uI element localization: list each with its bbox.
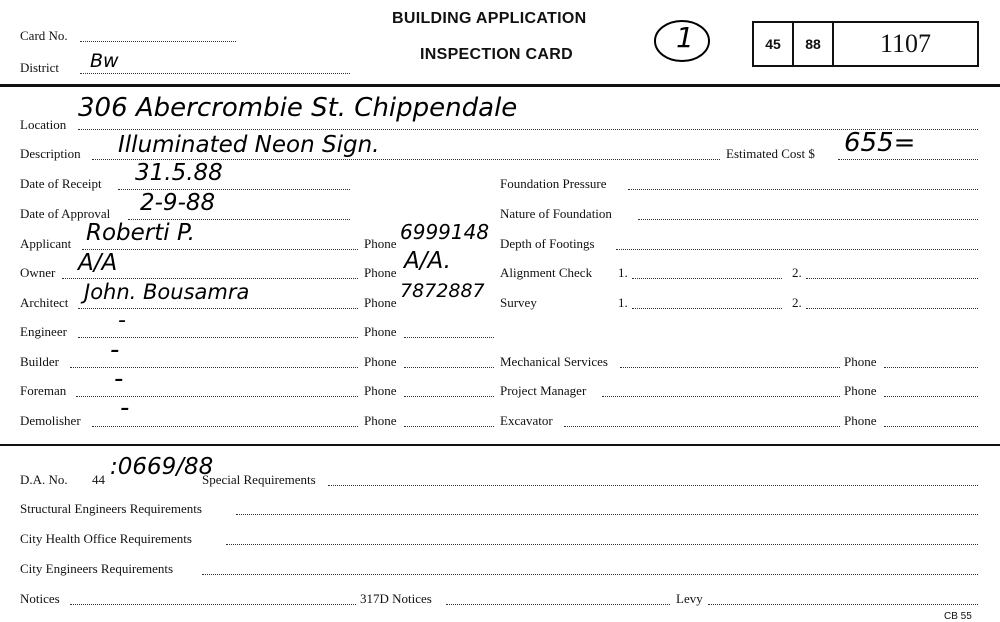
foundation-pressure-field[interactable] bbox=[628, 188, 978, 190]
date-approval-label: Date of Approval bbox=[20, 206, 111, 221]
project-manager-phone-label: Phone bbox=[844, 383, 877, 398]
depth-footings-label: Depth of Footings bbox=[500, 236, 595, 251]
mechanical-phone-field[interactable] bbox=[884, 366, 978, 368]
architect-phone-label: Phone bbox=[364, 295, 397, 310]
city-engineers-field[interactable] bbox=[202, 573, 978, 575]
da-value: :0669/88 bbox=[110, 454, 214, 480]
excavator-label: Excavator bbox=[500, 413, 553, 428]
foreman-phone-field[interactable] bbox=[404, 395, 494, 397]
architect-value: John. Bousamra bbox=[84, 280, 250, 304]
survey-num-2: 2. bbox=[792, 295, 802, 310]
alignment-check-label: Alignment Check bbox=[500, 265, 593, 280]
district-field[interactable] bbox=[80, 72, 350, 74]
mechanical-label: Mechanical Services bbox=[500, 354, 608, 369]
structural-label: Structural Engineers Requirements bbox=[20, 501, 202, 516]
survey-field-1[interactable] bbox=[632, 307, 782, 309]
levy-label: Levy bbox=[676, 591, 703, 606]
engineer-phone-label: Phone bbox=[364, 324, 397, 339]
district-value: Bw bbox=[90, 50, 119, 72]
city-engineers-label: City Engineers Requirements bbox=[20, 561, 174, 576]
date-receipt-label: Date of Receipt bbox=[20, 176, 102, 191]
builder-phone-label: Phone bbox=[364, 354, 397, 369]
builder-phone-field[interactable] bbox=[404, 366, 494, 368]
owner-phone-value: A/A. bbox=[404, 248, 451, 274]
card-no-field[interactable] bbox=[80, 40, 236, 42]
location-value: 306 Abercrombie St. Chippendale bbox=[78, 93, 518, 123]
structural-field[interactable] bbox=[236, 513, 978, 515]
foreman-phone-label: Phone bbox=[364, 383, 397, 398]
engineer-field[interactable] bbox=[78, 336, 358, 338]
levy-field[interactable] bbox=[708, 603, 978, 605]
special-requirements-label: Special Requirements bbox=[202, 472, 316, 487]
district-label: District bbox=[20, 60, 59, 75]
nature-foundation-label: Nature of Foundation bbox=[500, 206, 612, 221]
main-divider bbox=[0, 444, 1000, 446]
circled-number: 1 bbox=[676, 21, 694, 54]
applicant-phone-label: Phone bbox=[364, 236, 397, 251]
owner-phone-label: Phone bbox=[364, 265, 397, 280]
alignment-check-field-1[interactable] bbox=[632, 277, 782, 279]
notices-label: Notices bbox=[20, 591, 60, 606]
card-no-label: Card No. bbox=[20, 28, 68, 43]
architect-label: Architect bbox=[20, 295, 69, 310]
applicant-field[interactable] bbox=[82, 248, 358, 250]
mechanical-field[interactable] bbox=[620, 366, 840, 368]
alignment-check-field-2[interactable] bbox=[806, 277, 978, 279]
location-label: Location bbox=[20, 117, 67, 132]
project-manager-phone-field[interactable] bbox=[884, 395, 978, 397]
excavator-phone-label: Phone bbox=[844, 413, 877, 428]
card-box-3: 1107 bbox=[832, 21, 979, 67]
form-code: CB 55 bbox=[944, 611, 972, 622]
project-manager-label: Project Manager bbox=[500, 383, 587, 398]
demolisher-phone-label: Phone bbox=[364, 413, 397, 428]
header-divider bbox=[0, 84, 1000, 87]
card-box-2: 88 bbox=[792, 21, 834, 67]
depth-footings-field[interactable] bbox=[616, 248, 978, 250]
nature-foundation-field[interactable] bbox=[638, 218, 978, 220]
builder-value: - bbox=[110, 335, 120, 365]
description-label: Description bbox=[20, 146, 81, 161]
foreman-label: Foreman bbox=[20, 383, 67, 398]
survey-field-2[interactable] bbox=[806, 307, 978, 309]
notices-317d-label: 317D Notices bbox=[360, 591, 432, 606]
location-field[interactable] bbox=[78, 128, 978, 130]
applicant-phone-value: 6999148 bbox=[400, 220, 490, 244]
demolisher-value: - bbox=[120, 393, 130, 423]
notices-field[interactable] bbox=[70, 603, 356, 605]
owner-label: Owner bbox=[20, 265, 56, 280]
date-approval-value: 2-9-88 bbox=[140, 190, 216, 216]
excavator-field[interactable] bbox=[564, 425, 840, 427]
applicant-value: Roberti P. bbox=[86, 220, 195, 246]
owner-value: A/A bbox=[78, 250, 118, 276]
title-line-2: INSPECTION CARD bbox=[420, 46, 573, 63]
owner-field[interactable] bbox=[62, 277, 358, 279]
project-manager-field[interactable] bbox=[602, 395, 840, 397]
description-value: Illuminated Neon Sign. bbox=[118, 132, 380, 158]
alignment-num-1: 1. bbox=[618, 265, 628, 280]
title-line-1: BUILDING APPLICATION bbox=[392, 10, 587, 27]
foundation-pressure-label: Foundation Pressure bbox=[500, 176, 607, 191]
engineer-phone-field[interactable] bbox=[404, 336, 494, 338]
engineer-value: - bbox=[118, 308, 126, 333]
estimated-cost-label: Estimated Cost $ bbox=[726, 146, 815, 161]
applicant-label: Applicant bbox=[20, 236, 72, 251]
da-prefix: 44 bbox=[92, 472, 105, 487]
mechanical-phone-label: Phone bbox=[844, 354, 877, 369]
builder-label: Builder bbox=[20, 354, 59, 369]
notices-317d-field[interactable] bbox=[446, 603, 670, 605]
engineer-label: Engineer bbox=[20, 324, 67, 339]
estimated-cost-field[interactable] bbox=[838, 158, 978, 160]
demolisher-phone-field[interactable] bbox=[404, 425, 494, 427]
demolisher-label: Demolisher bbox=[20, 413, 81, 428]
survey-num-1: 1. bbox=[618, 295, 628, 310]
estimated-cost-value: 655= bbox=[844, 128, 916, 158]
date-receipt-value: 31.5.88 bbox=[135, 160, 223, 186]
card-box-1: 45 bbox=[752, 21, 794, 67]
foreman-value: - bbox=[114, 364, 124, 394]
health-label: City Health Office Requirements bbox=[20, 531, 192, 546]
excavator-phone-field[interactable] bbox=[884, 425, 978, 427]
foreman-field[interactable] bbox=[76, 395, 358, 397]
demolisher-field[interactable] bbox=[92, 425, 358, 427]
special-requirements-field[interactable] bbox=[328, 484, 978, 486]
da-label: D.A. No. bbox=[20, 472, 68, 487]
survey-label: Survey bbox=[500, 295, 537, 310]
alignment-num-2: 2. bbox=[792, 265, 802, 280]
health-field[interactable] bbox=[226, 543, 978, 545]
architect-phone-value: 7872887 bbox=[400, 280, 485, 302]
